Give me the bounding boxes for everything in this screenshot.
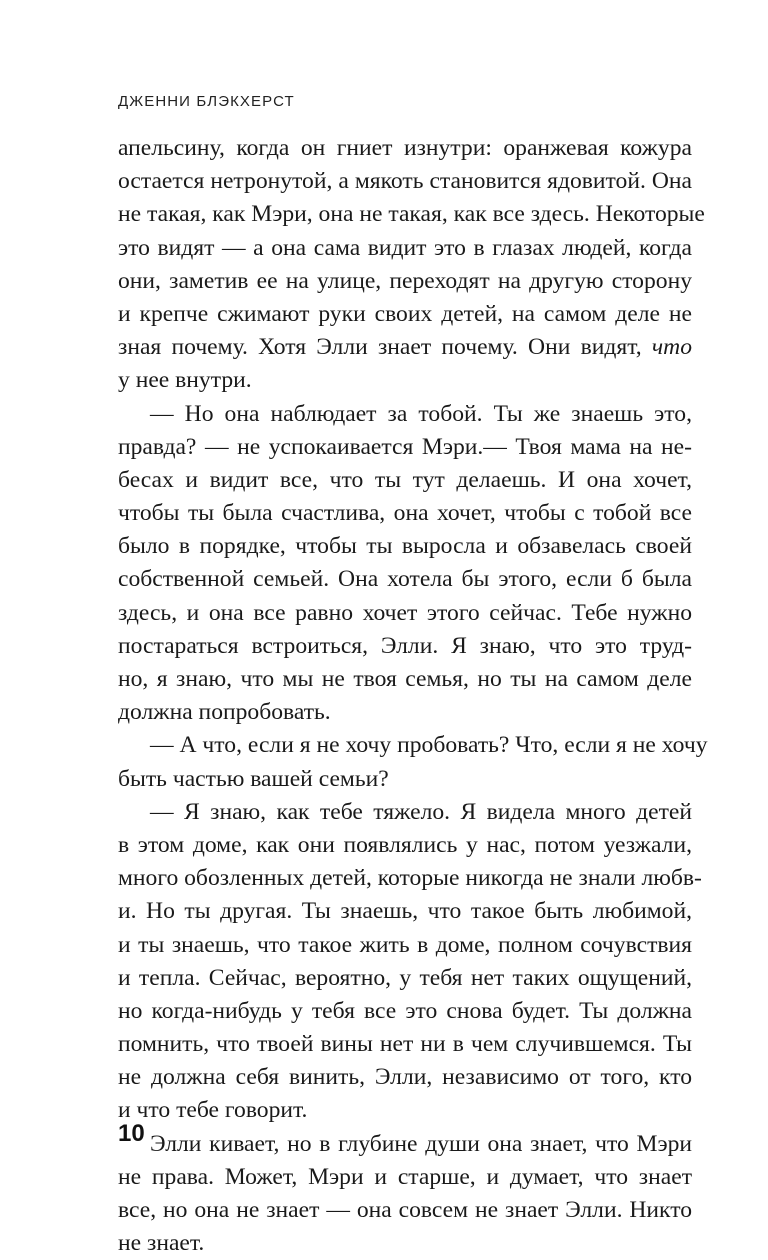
text-line: собственной семьей. Она хотела бы этого, если б была [118,566,692,593]
text-line: — А что, если я не хочу пробовать? Что, если я не хочу [150,732,708,759]
text-line: много обозленных детей, которые никогда не знали любв- [118,865,702,892]
text-line: было в порядке, чтобы ты выросла и обзавелась своей [118,533,692,560]
text-line: быть частью вашей семьи? [118,765,389,792]
text-line: не должна себя винить, Элли, независимо от того, кто [118,1064,692,1091]
text-line: у нее внутри. [118,367,252,394]
body-text [118,132,708,1260]
text-line: апельсину, когда он гниет изнутри: оранжевая кожура [118,135,692,161]
running-head: ДЖЕННИ БЛЭКХЕРСТ [118,93,295,110]
text-line: помнить, что твоей вины нет ни в чем случившемся. Ты [118,1031,692,1058]
text-line: и. Но ты другая. Ты знаешь, что такое быть любимой, [118,898,692,925]
text-line: и тепла. Сейчас, вероятно, у тебя нет таких ощущений, [118,964,692,991]
text-line: и крепче сжимают руки своих детей, на самом деле не [118,300,692,327]
text-line: должна попробовать. [118,699,331,726]
text-line: все, но она не знает — она совсем не знает Элли. Никто [118,1197,692,1223]
text-line: не такая, как Мэри, она не такая, как все здесь. Некоторые [118,201,705,228]
text-line: чтобы ты была счастлива, она хочет, чтобы с тобой все [118,500,692,527]
text-line: здесь, и она все равно хочет этого сейчас. Тебе нужно [118,599,692,626]
text-line: это видят — а она сама видит это в глазах людей, когда [118,234,692,261]
text-line [118,331,692,364]
text-line: бесах и видит все, что ты тут делаешь. И она хочет, [118,466,692,493]
text-line: правда? — не успокаивается Мэри.— Твоя мама на не- [118,433,692,460]
text-line: — Но она наблюдает за тобой. Ты же знаешь это, [150,400,692,427]
emphasized-word: что [651,334,692,361]
page-number: 10 [118,1120,145,1147]
text-line: Элли кивает, но в глубине души она знает, что Мэри [150,1130,692,1157]
text-line: постараться встроиться, Элли. Я знаю, что это труд- [118,632,692,659]
text-line: они, заметив ее на улице, переходят на другую сторону [118,267,692,294]
text-line: и ты знаешь, что такое жить в доме, полном сочувствия [118,931,692,958]
text-line: и что тебе говорит. [118,1097,308,1124]
text-line: — Я знаю, как тебе тяжело. Я видела много детей [150,798,692,825]
text-line: но когда-нибудь у тебя все это снова будет. Ты должна [118,997,692,1024]
text-line: в этом доме, как они появлялись у нас, потом уезжали, [118,831,692,858]
text-line-segment: зная почему. Хотя Элли знает почему. Они видят, [118,334,642,361]
text-line: не права. Может, Мэри и старше, и думает, что знает [118,1163,692,1190]
text-line: остается нетронутой, а мякоть становится ядовитой. Она [118,168,692,195]
text-line: не знает. [118,1230,205,1257]
text-line: но, я знаю, что мы не твоя семья, но ты на самом деле [118,666,692,692]
